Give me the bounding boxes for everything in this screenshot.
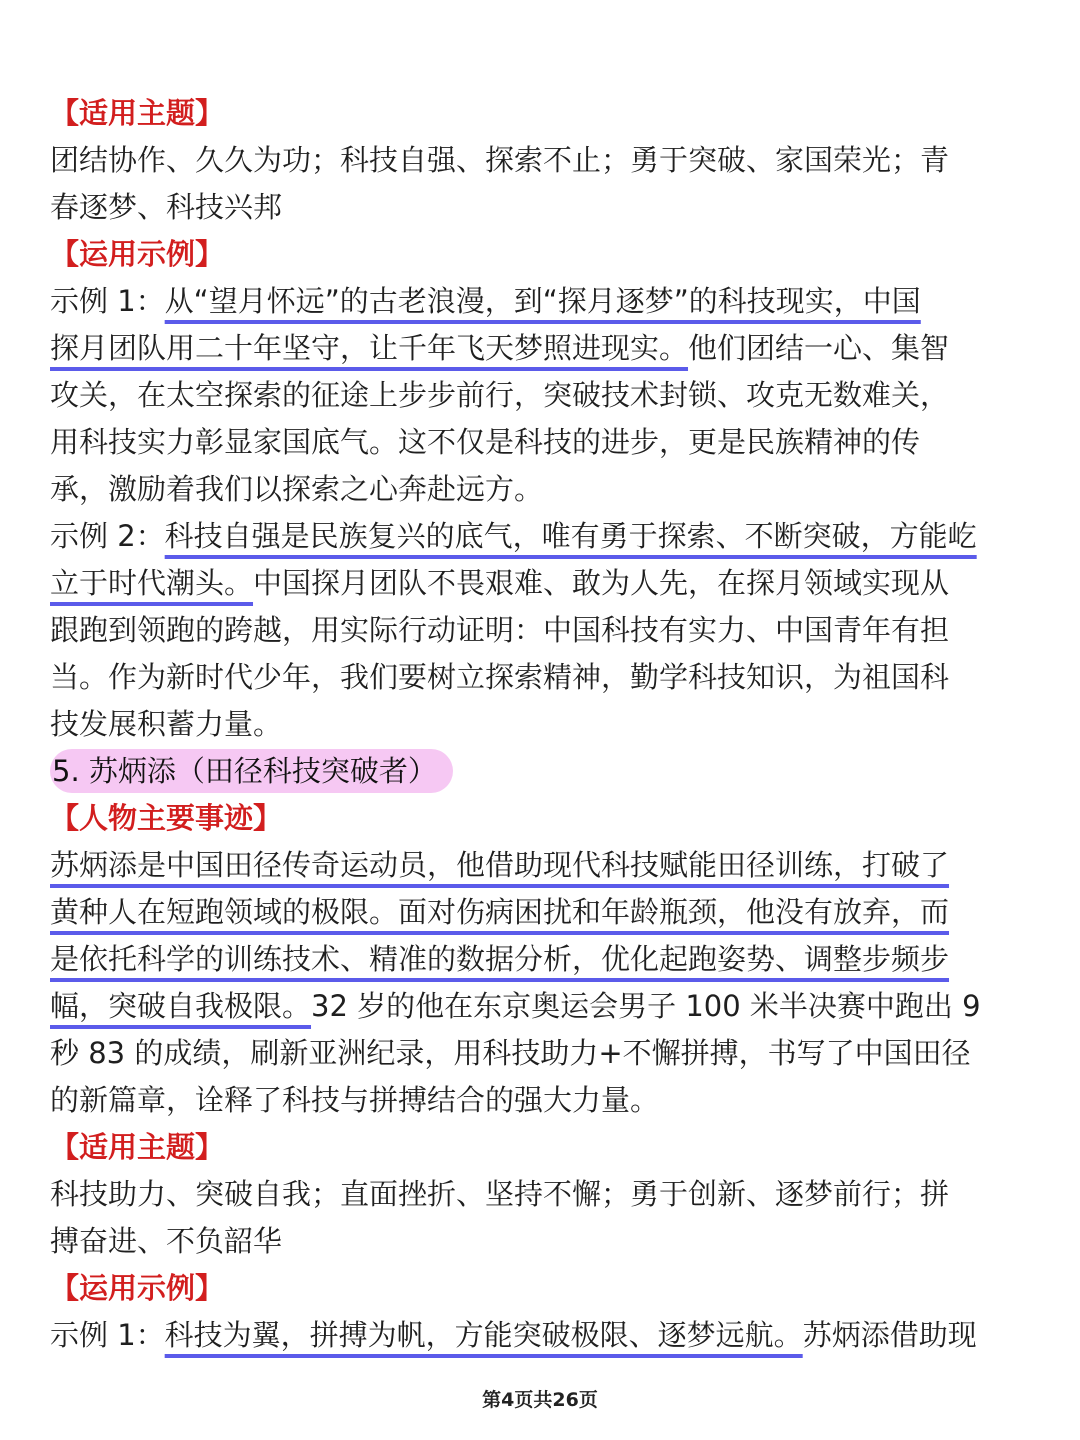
paragraph-line: 团结协作、久久为功；科技自强、探索不止；勇于突破、家国荣光；青	[50, 143, 950, 177]
paragraph-line	[50, 983, 1040, 1030]
underlined-text: 从“望月怀远”的古老浪漫，到“探月逐梦”的科技现实，中国	[164, 284, 921, 318]
underlined-text: 黄种人在短跑领域的极限。面对伤病困扰和年龄瓶颈，他没有放弃，而	[50, 895, 950, 929]
paragraph-line	[50, 278, 1040, 325]
paragraph-text: 32 岁的他在东京奥运会男子 100 米半决赛中跑出 9	[311, 989, 981, 1023]
underlined-text: 探月团队用二十年坚守，让千年飞天梦照进现实。	[50, 331, 689, 365]
paragraph-line	[50, 325, 1040, 372]
paragraph-line	[50, 889, 1040, 936]
paragraph-text: 苏炳添借助现	[802, 1318, 977, 1352]
paragraph-line: 技发展积蓄力量。	[50, 707, 283, 741]
section-heading-example: 【运用示例】	[50, 237, 225, 271]
paragraph-line: 用科技实力彰显家国底气。这不仅是科技的进步，更是民族精神的传	[50, 425, 921, 459]
example-label: 示例 1：	[50, 284, 165, 318]
person-title-line	[50, 748, 1040, 795]
paragraph-text: 中国探月团队不畏艰难、敢为人先，在探月领域实现从	[253, 566, 950, 600]
paragraph-line: 春逐梦、科技兴邦	[50, 190, 283, 224]
section-heading-example: 【运用示例】	[50, 1271, 225, 1305]
paragraph-line	[50, 1312, 1040, 1359]
paragraph-line: 当。作为新时代少年，我们要树立探索精神，勤学科技知识，为祖国科	[50, 660, 950, 694]
paragraph-line: 搏奋进、不负韶华	[50, 1224, 283, 1258]
paragraph-line: 秒 83 的成绩，刷新亚洲纪录，用科技助力+不懈拼搏，书写了中国田径	[50, 1036, 971, 1070]
section-heading-theme: 【适用主题】	[50, 1130, 225, 1164]
paragraph-line	[50, 842, 1040, 889]
underlined-text: 科技为翼，拼搏为帆，方能突破极限、逐梦远航。	[164, 1318, 803, 1352]
underlined-text: 苏炳添是中国田径传奇运动员，他借助现代科技赋能田径训练，打破了	[50, 848, 950, 882]
underlined-text: 科技自强是民族复兴的底气，唯有勇于探索、不断突破，方能屹	[164, 519, 977, 553]
paragraph-line	[50, 936, 1040, 983]
paragraph-line	[50, 513, 1040, 560]
underlined-text: 立于时代潮头。	[50, 566, 254, 600]
paragraph-line: 承，激励着我们以探索之心奔赴远方。	[50, 472, 544, 506]
paragraph-line: 跟跑到领跑的跨越，用实际行动证明：中国科技有实力、中国青年有担	[50, 613, 950, 647]
page-number: 第4页共26页	[482, 1389, 598, 1411]
paragraph-line: 攻关，在太空探索的征途上步步前行，突破技术封锁、攻克无数难关，	[50, 378, 950, 412]
section-heading-deeds: 【人物主要事迹】	[50, 801, 283, 835]
section-heading-theme: 【适用主题】	[50, 96, 225, 130]
underlined-text: 幅，突破自我极限。	[50, 989, 312, 1023]
paragraph-line	[50, 560, 1040, 607]
paragraph-line: 科技助力、突破自我；直面挫折、坚持不懈；勇于创新、逐梦前行；拼	[50, 1177, 950, 1211]
paragraph-text: 他们团结一心、集智	[688, 331, 950, 365]
paragraph-line: 的新篇章，诠释了科技与拼搏结合的强大力量。	[50, 1083, 660, 1117]
example-label: 示例 2：	[50, 519, 165, 553]
person-title: 5. 苏炳添（田径科技突破者）	[50, 749, 453, 793]
document-body	[50, 90, 1040, 1359]
underlined-text: 是依托科学的训练技术、精准的数据分析，优化起跑姿势、调整步频步	[50, 942, 950, 976]
example-label: 示例 1：	[50, 1318, 165, 1352]
